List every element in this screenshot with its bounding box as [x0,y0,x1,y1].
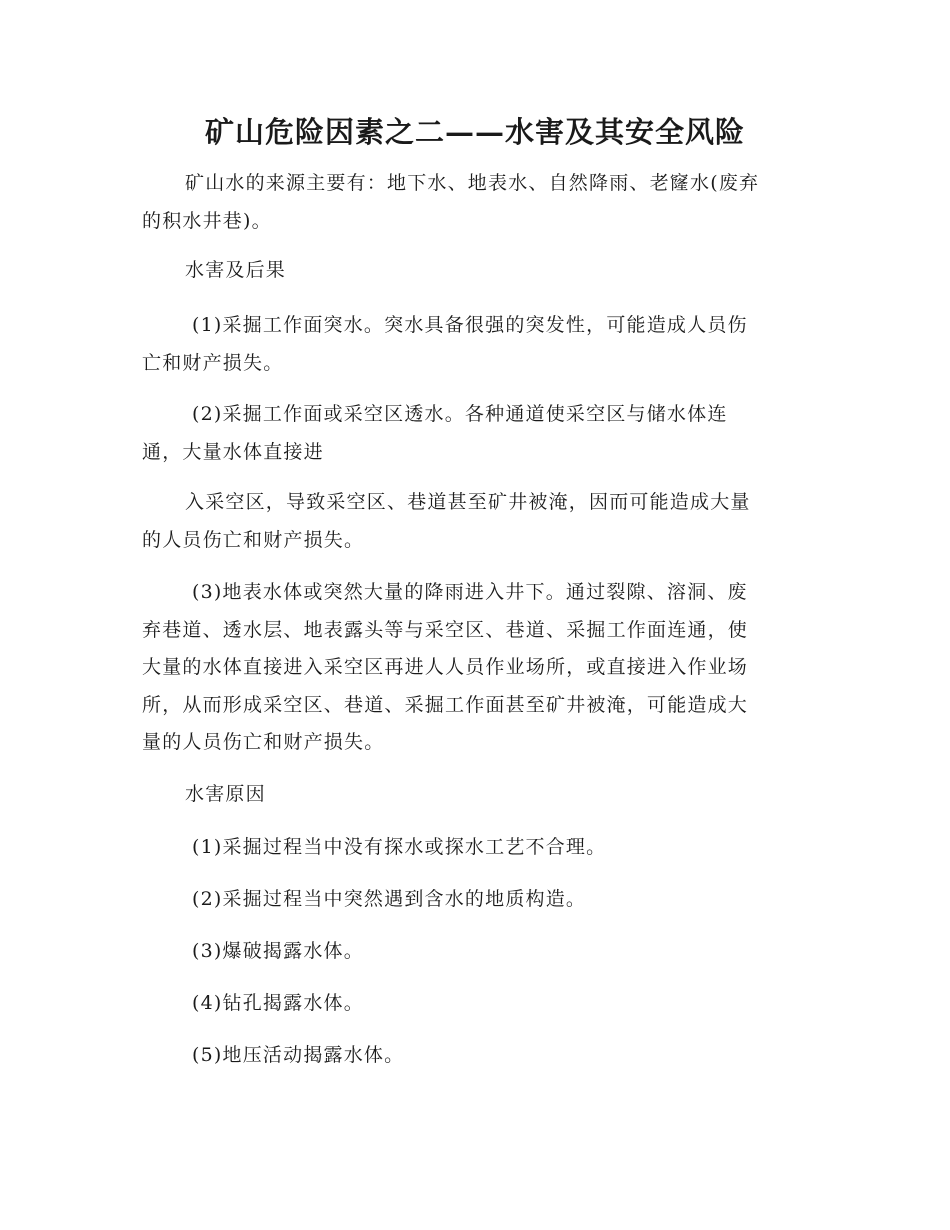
cause-item-3: (3)爆破揭露水体。 [192,940,364,962]
causes-heading: 水害原因 [185,783,266,805]
cause-item-2: (2)采掘过程当中突然遇到含水的地质构造。 [192,888,587,910]
consequence-item-1: (1)采掘工作面突水。突水具备很强的突发性，可能造成人员伤 亡和财产损失。 [142,314,748,374]
cause-item-4: (4)钻孔揭露水体。 [192,992,364,1014]
intro-line-2: 的积水井巷)。 [142,209,272,232]
consequences-heading: 水害及后果 [185,259,287,281]
cause-item-1: (1)采掘过程当中没有探水或探水工艺不合理。 [192,836,607,858]
intro-line-1: 矿山水的来源主要有：地下水、地表水、自然降雨、老窿水(废弃 [185,172,760,194]
consequence-item-2-continued: 入采空区，导致采空区、巷道甚至矿井被淹，因而可能造成大量 的人员伤亡和财产损失。 [142,491,751,551]
consequence-item-3: (3)地表水体或突然大量的降雨进入井下。通过裂隙、溶洞、废 弃巷道、透水层、地表露头等与采空区、巷道、采掘工作面连通，使 大量的水体直接进入采空区再进人人员作业场所，或直接进入作业场 所，从而形成采空区、巷道、采掘工作面甚至矿井被淹，可能造成大 量的人员伤亡和财产损失。 [142,581,749,753]
intro-paragraph [142,165,802,240]
cause-item-5: (5)地压活动揭露水体。 [192,1044,405,1066]
document-title: 矿山危险因素之二——水害及其安全风险 [204,115,745,149]
consequence-item-2: (2)采掘工作面或采空区透水。各种通道使采空区与储水体连 通，大量水体直接进 [142,403,728,463]
